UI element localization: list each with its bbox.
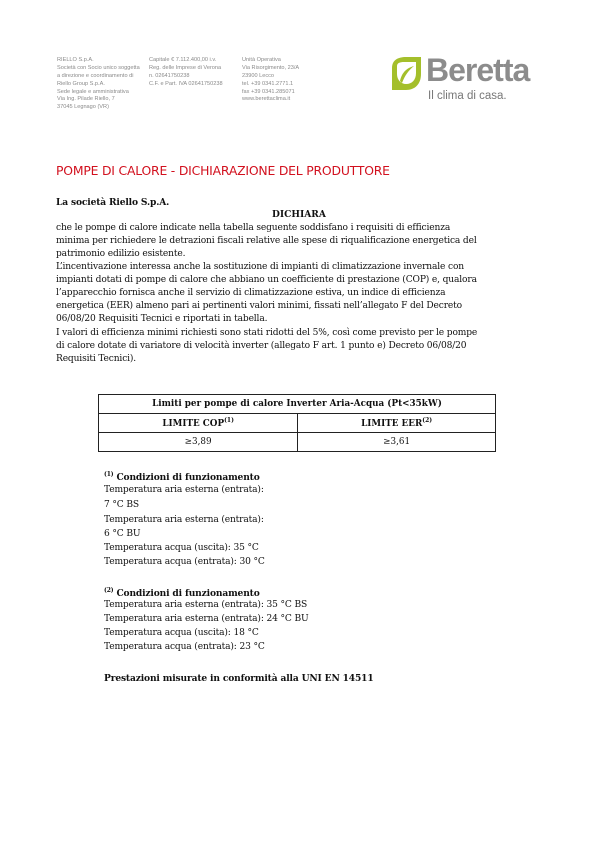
beretta-logo	[388, 54, 538, 106]
efficiency-limits-table	[98, 394, 496, 452]
declares-heading: DICHIARA	[272, 209, 326, 220]
note2-line: Temperatura aria esterna (entrata): 24 °C BU	[104, 614, 309, 624]
brand-tagline: Il clima di casa.	[428, 90, 507, 102]
note2-line: Temperatura aria esterna (entrata): 35 °C BS	[104, 600, 308, 610]
table-caption-row	[99, 395, 496, 414]
operating-unit-info: Unità Operativa Via Risorgimento, 23/A 23900 Lecco tel. +39 0341.2771.1 fax +39 0341.285071 www.berettaclima.it	[242, 57, 300, 103]
note2-line: Temperatura acqua (uscita): 18 °C	[104, 628, 259, 638]
note1-line: Temperatura aria esterna (entrata):	[104, 485, 264, 495]
para-line: patrimonio edilizio esistente.	[56, 249, 186, 259]
note1-line: Temperatura acqua (uscita): 35 °C	[104, 543, 259, 553]
para-line: impianti dotati di pompe di calore che abbiano un coefficiente di prestazione (COP) e, qualora	[56, 275, 477, 285]
para-line: che le pompe di calore indicate nella tabella seguente soddisfano i requisiti di efficienza	[56, 223, 451, 233]
note2-line: Temperatura acqua (entrata): 23 °C	[104, 642, 265, 652]
para-line: L’incentivazione interessa anche la sostituzione di impianti di climatizzazione invernale con	[56, 262, 464, 272]
eer-value: ≥3,61	[298, 433, 496, 452]
note1-line: 6 °C BU	[104, 529, 141, 539]
intro-text: La società Riello S.p.A.	[56, 197, 170, 208]
eer-header: LIMITE EER$^{(2)}$	[298, 414, 496, 433]
cop-header: LIMITE COP$^{(1)}$	[99, 414, 298, 433]
note1-heading: $^{(1)}$ Condizioni di funzionamento	[104, 471, 260, 483]
note1-line: Temperatura aria esterna (entrata):	[104, 515, 264, 525]
table-header-row	[99, 414, 496, 433]
table-caption: Limiti per pompe di calore Inverter Aria-Acqua (Pt<35kW)	[99, 395, 496, 414]
registration-info: Capitale € 7.112.400,00 i.v. Reg. delle Imprese di Verona n. 02641750238 C.F. e Part. IVA 02641750238	[149, 57, 223, 87]
note1-line: Temperatura acqua (entrata): 30 °C	[104, 557, 265, 567]
company-info: RIELLO S.p.A. Società con Socio unico soggetta a direzione e coordinamento di Riello Group S.p.A. Sede legale e amministrativa Via Ing. Pilade Riello, 7 37045 Legnago (VR)	[57, 57, 140, 111]
para-line: Requisiti Tecnici).	[56, 354, 137, 364]
cop-value: ≥3,89	[99, 433, 298, 452]
note2-heading: $^{(2)}$ Condizioni di funzionamento	[104, 587, 260, 599]
para-line: I valori di efficienza minimi richiesti sono stati ridotti del 5%, così come previsto per le pompe	[56, 328, 478, 338]
brand-name: Beretta	[426, 52, 530, 88]
para-line: l’apparecchio fornisca anche il servizio di climatizzazione estiva, un indice di efficienza	[56, 288, 446, 298]
table-row	[99, 433, 496, 452]
note1-line: 7 °C BS	[104, 500, 139, 510]
para-line: energetica (EER) almeno pari ai pertinenti valori minimi, fissati nell’allegato F del Decreto	[56, 301, 462, 311]
page-title: POMPE DI CALORE - DICHIARAZIONE DEL PRODUTTORE	[56, 163, 390, 178]
para-line: minima per richiedere le detrazioni fiscali relative alle spese di riqualificazione energetica del	[56, 236, 477, 246]
beretta-leaf-icon	[388, 54, 424, 94]
para-line: di calore dotate di variatore di velocità inverter (allegato F art. 1 punto e) Decreto 06/08/20	[56, 341, 467, 351]
para-line: 06/08/20 Requisiti Tecnici e riportati in tabella.	[56, 314, 268, 324]
standard-note: Prestazioni misurate in conformità alla UNI EN 14511	[104, 673, 374, 684]
